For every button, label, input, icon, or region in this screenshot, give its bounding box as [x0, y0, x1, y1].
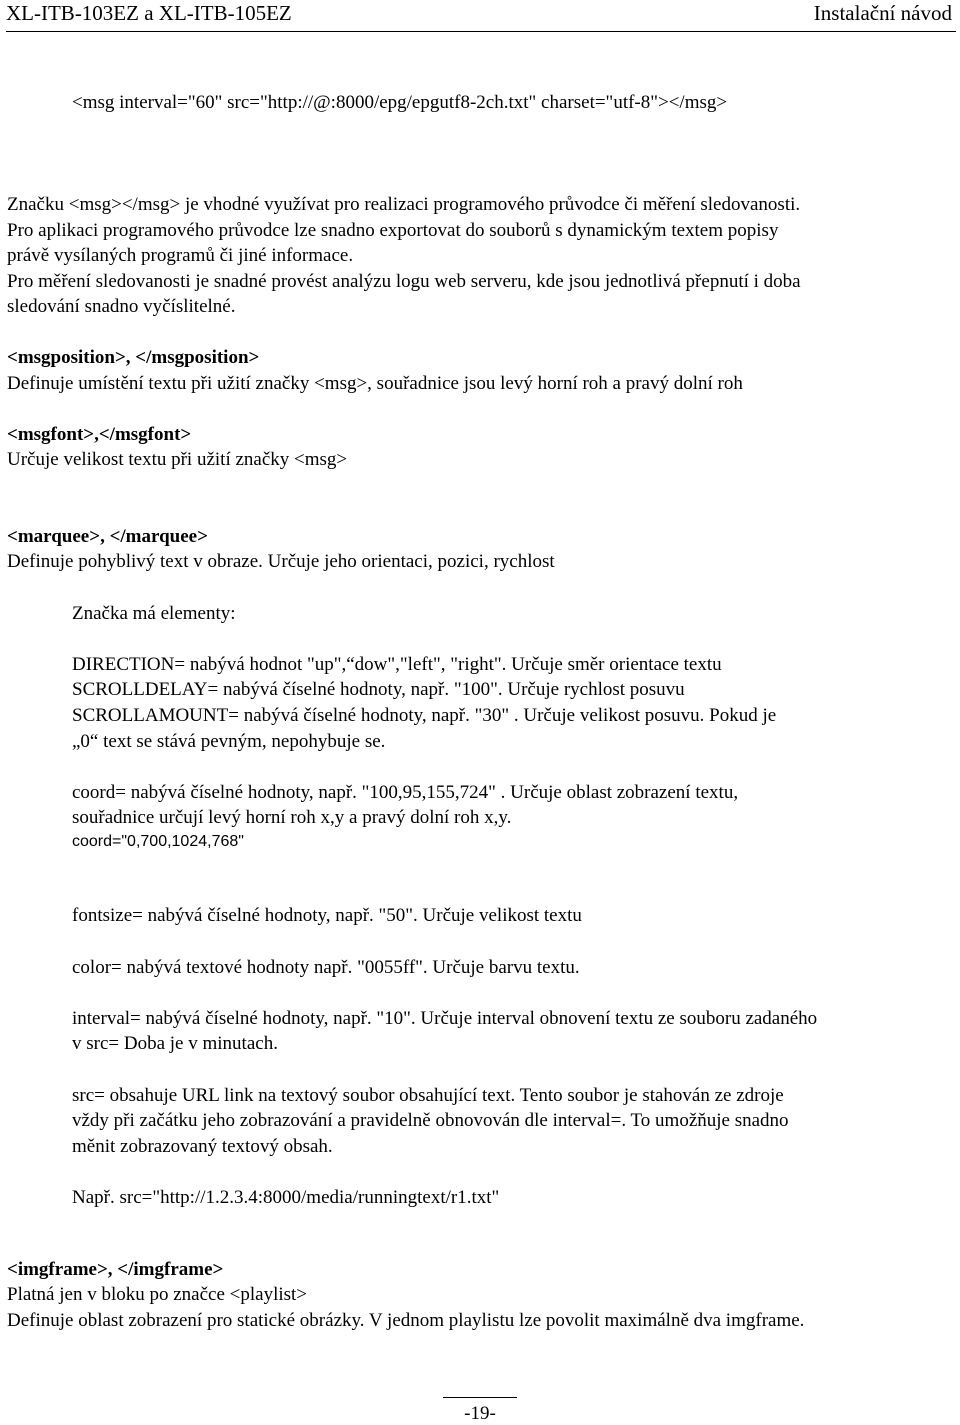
header-product-title: XL-ITB-103EZ a XL-ITB-105EZ	[6, 1, 292, 25]
intro-line-4: Pro měření sledovanosti je snadné provést analýzu logu web serveru, kde jsou jednotlivá přepnutí i doba	[7, 271, 801, 292]
msgposition-heading: <msgposition>, </msgposition>	[7, 347, 260, 368]
marquee-interval-1: interval= nabývá číselné hodnoty, např. "10". Určuje interval obnovení textu ze souboru zadaného	[72, 1008, 818, 1029]
intro-line-5: sledování snadno vyčíslitelné.	[7, 296, 236, 317]
header-divider	[6, 31, 956, 32]
marquee-coord-2: souřadnice určují levý horní roh x,y a pravý dolní roh x,y.	[72, 807, 512, 828]
marquee-elements-label: Značka má elementy:	[72, 603, 236, 624]
msgfont-heading: <msgfont>,</msgfont>	[7, 424, 192, 445]
msg-example: <msg interval="60" src="http://@:8000/epg/epgutf8-2ch.txt" charset="utf-8"></msg>	[72, 92, 728, 113]
imgframe-text-2: Definuje oblast zobrazení pro statické obrázky. V jednom playlistu lze povolit maximálně dva imgframe.	[7, 1310, 805, 1331]
intro-line-3: právě vysílaných programů či jiné informace.	[7, 245, 354, 266]
marquee-color: color= nabývá textové hodnoty např. "0055ff". Určuje barvu textu.	[72, 957, 580, 978]
marquee-scrolldelay: SCROLLDELAY= nabývá číselné hodnoty, např. "100". Určuje rychlost posuvu	[72, 679, 685, 700]
footer-divider	[443, 1397, 517, 1398]
imgframe-text-1: Platná jen v bloku po značce <playlist>	[7, 1284, 308, 1305]
imgframe-heading: <imgframe>, </imgframe>	[7, 1259, 224, 1280]
marquee-interval-2: v src= Doba je v minutach.	[72, 1033, 278, 1054]
marquee-scrollamount-1: SCROLLAMOUNT= nabývá číselné hodnoty, např. "30" . Určuje velikost posuvu. Pokud je	[72, 705, 777, 726]
marquee-direction: DIRECTION= nabývá hodnot "up",“dow","left", "right". Určuje směr orientace textu	[72, 654, 722, 675]
marquee-heading: <marquee>, </marquee>	[7, 526, 208, 547]
page-number: -19-	[464, 1403, 496, 1424]
msgfont-text: Určuje velikost textu při užití značky <msg>	[7, 449, 348, 470]
marquee-fontsize: fontsize= nabývá číselné hodnoty, např. "50". Určuje velikost textu	[72, 905, 582, 926]
header-section-title: Instalační návod	[813, 1, 952, 25]
marquee-scrollamount-2: „0“ text se stává pevným, nepohybuje se.	[72, 731, 386, 752]
marquee-src-3: měnit zobrazovaný textový obsah.	[72, 1136, 333, 1157]
page-header	[0, 0, 960, 30]
marquee-text: Definuje pohyblivý text v obraze. Určuje jeho orientaci, pozici, rychlost	[7, 551, 555, 572]
marquee-coord-1: coord= nabývá číselné hodnoty, např. "100,95,155,724" . Určuje oblast zobrazení textu,	[72, 782, 739, 803]
marquee-src-2: vždy při začátku jeho zobrazování a pravidelně obnovován dle interval=. To umožňuje snadno	[72, 1110, 789, 1131]
marquee-src-1: src= obsahuje URL link na textový soubor obsahující text. Tento soubor je stahován ze zdroje	[72, 1085, 784, 1106]
intro-line-2: Pro aplikaci programového průvodce lze snadno exportovat do souborů s dynamickým textem popisy	[7, 220, 779, 241]
msgposition-text: Definuje umístění textu při užití značky <msg>, souřadnice jsou levý horní roh a pravý dolní roh	[7, 373, 743, 394]
marquee-coord-example: coord="0,700,1024,768"	[72, 833, 244, 850]
marquee-src-example: Např. src="http://1.2.3.4:8000/media/runningtext/r1.txt"	[72, 1187, 500, 1208]
intro-line-1: Značku <msg></msg> je vhodné využívat pro realizaci programového průvodce či měření sledovanosti.	[7, 194, 801, 215]
